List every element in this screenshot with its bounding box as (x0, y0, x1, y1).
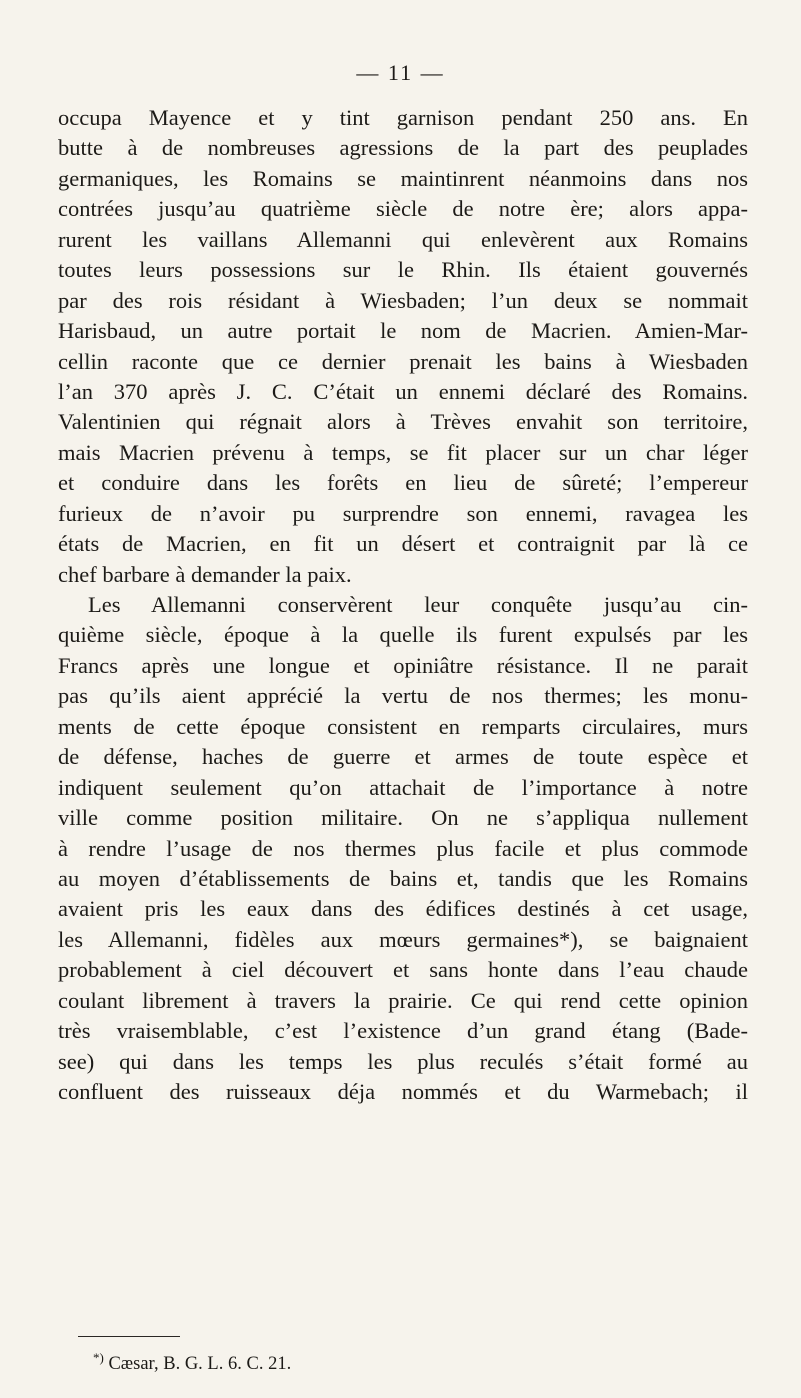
text-line: Francs après une longue et opiniâtre résistance. Il ne parait (58, 652, 748, 678)
page-number: — 11 — (356, 60, 445, 85)
text-line: de défense, haches de guerre et armes de toute espèce et (58, 744, 748, 770)
text-line: l’an 370 après J. C. C’était un ennemi déclaré des Romains. (58, 378, 748, 404)
text-line: indiquent seulement qu’on attachait de l’importance à notre (58, 774, 748, 800)
text-line: les Allemanni, fidèles aux mœurs germaines*), se baignaient (58, 926, 748, 952)
text-line: coulant librement à travers la prairie. Ce qui rend cette opinion (58, 987, 748, 1013)
text-line: ments de cette époque consistent en remparts circulaires, murs (58, 713, 748, 739)
text-line: ville comme position militaire. On ne s’appliqua nullement (58, 805, 748, 831)
footnote-divider (78, 1336, 180, 1337)
text-line: toutes leurs possessions sur le Rhin. Ils étaient gouvernés (58, 257, 748, 283)
text-line: occupa Mayence et y tint garnison pendant 250 ans. En (58, 105, 748, 130)
footnote (93, 1350, 291, 1375)
text-line: contrées jusqu’au quatrième siècle de notre ère; alors appa- (58, 196, 748, 222)
text-line: états de Macrien, en fit un désert et contraignit par là ce (58, 531, 748, 557)
text-line: butte à de nombreuses agressions de la part des peuplades (58, 135, 748, 161)
text-line: par des rois résidant à Wiesbaden; l’un deux se nommait (58, 287, 748, 313)
text-line: furieux de n’avoir pu surprendre son ennemi, ravagea les (58, 500, 748, 526)
footnote-text: Cæsar, B. G. L. 6. C. 21. (108, 1354, 292, 1375)
text-line: rurent les vaillans Allemanni qui enlevèrent aux Romains (58, 226, 748, 252)
paragraph-2 (58, 590, 748, 1107)
text-line: Les Allemanni conservèrent leur conquête jusqu’au cin- (88, 592, 748, 617)
text-line: confluent des ruisseaux déja nommés et du Warmebach; il (58, 1079, 748, 1104)
text-line: see) qui dans les temps les plus reculés s’était formé au (58, 1048, 748, 1074)
paragraph-1 (58, 103, 748, 590)
text-line: quième siècle, époque à la quelle ils furent expulsés par les (58, 622, 748, 648)
text-line: cellin raconte que ce dernier prenait les bains à Wiesbaden (58, 348, 748, 374)
text-line: chef barbare à demander la paix. (58, 561, 352, 587)
footnote-marker: *) (93, 1350, 104, 1365)
text-line: germaniques, les Romains se maintinrent néanmoins dans nos (58, 165, 748, 191)
text-line: Harisbaud, un autre portait le nom de Macrien. Amien-Mar- (58, 318, 748, 344)
text-line: au moyen d’établissements de bains et, tandis que les Romains (58, 865, 748, 891)
text-line: à rendre l’usage de nos thermes plus facile et plus commode (58, 835, 748, 861)
text-line: très vraisemblable, c’est l’existence d’un grand étang (Bade- (58, 1018, 748, 1044)
text-line: avaient pris les eaux dans des édifices destinés à cet usage, (58, 896, 748, 922)
text-line: Valentinien qui régnait alors à Trèves envahit son territoire, (58, 409, 748, 435)
text-line: probablement à ciel découvert et sans honte dans l’eau chaude (58, 957, 748, 983)
text-line: pas qu’ils aient apprécié la vertu de nos thermes; les monu- (58, 683, 748, 709)
text-line: et conduire dans les forêts en lieu de sûreté; l’empereur (58, 470, 748, 496)
text-line: mais Macrien prévenu à temps, se fit placer sur un char léger (58, 439, 748, 465)
body-text (58, 103, 748, 1107)
